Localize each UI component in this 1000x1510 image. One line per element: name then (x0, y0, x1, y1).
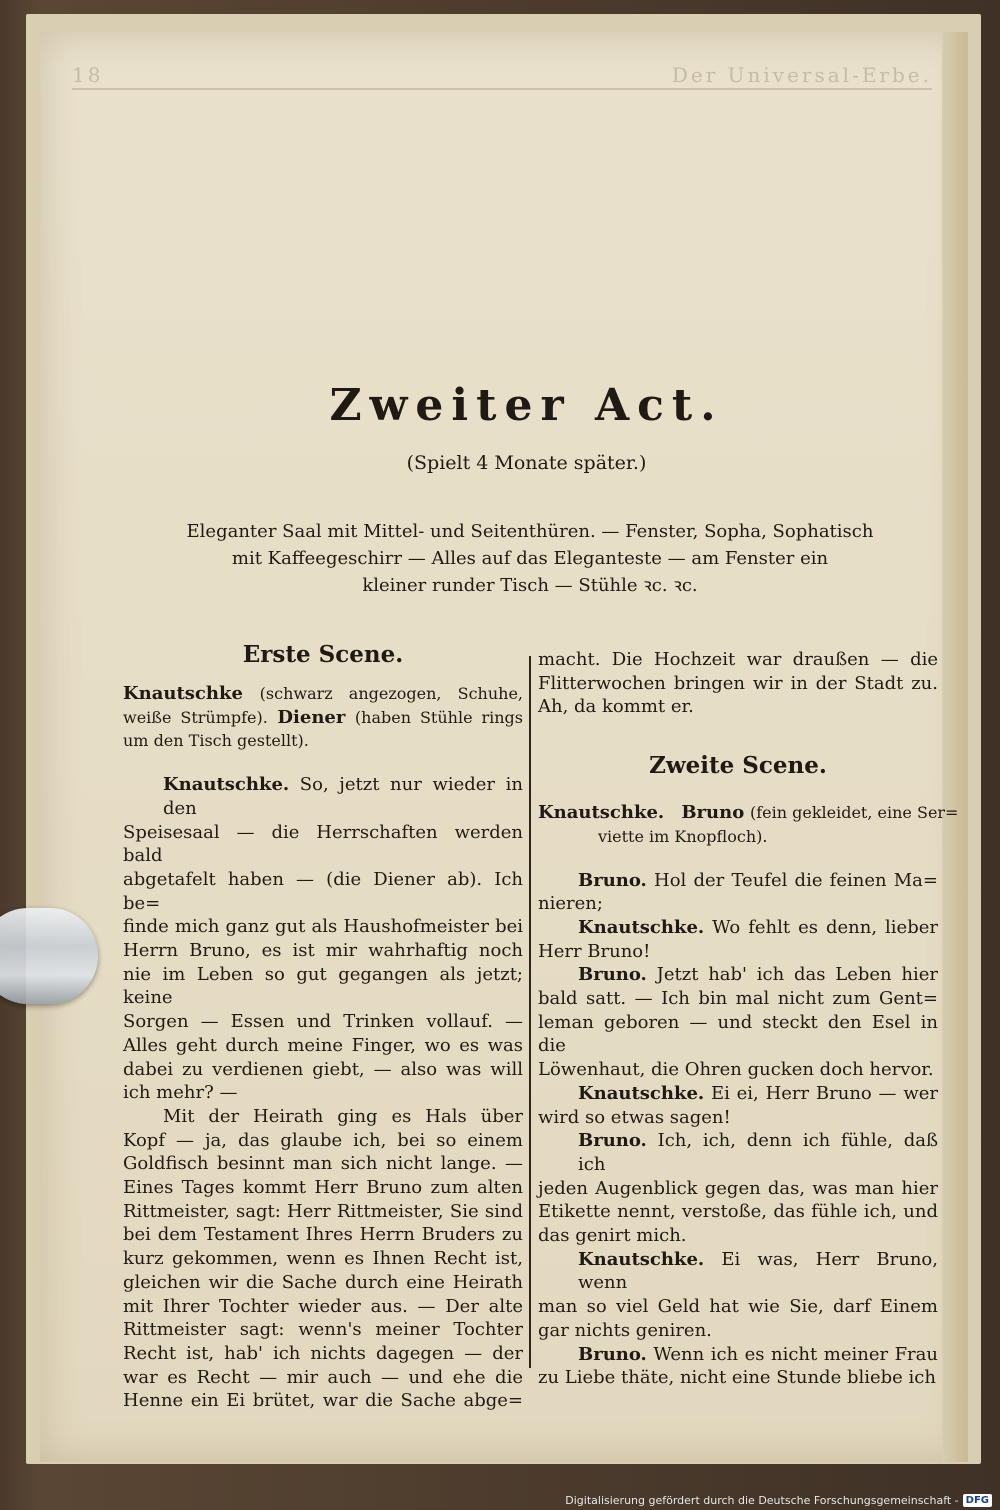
text-line: Rittmeister, sagt: Herr Rittmeister, Sie sind (123, 1200, 523, 1222)
text-line (538, 1011, 938, 1058)
stage-direction: (schwarz angezogen, Schuhe, weiße Strümpfe). (123, 684, 523, 727)
cast-name: Diener (277, 706, 346, 728)
cast-name: Knautschke (123, 683, 243, 704)
cast-name: Knautschke. (538, 802, 665, 824)
text-line: Eines Tages kommt Herr Bruno zum alten (123, 1177, 523, 1199)
text-line (538, 1129, 938, 1176)
text-span: wird so etwas sagen! (538, 1106, 731, 1128)
text-line (538, 1248, 938, 1295)
speaker-name: Knautschke. (578, 1248, 705, 1270)
text-line: Goldfisch besinnt man sich nicht lange. — (123, 1153, 523, 1175)
text-line (538, 1177, 938, 1201)
text-line (538, 940, 938, 964)
text-line (538, 1224, 938, 1248)
text-span: So, jetzt nur wieder in den (163, 774, 523, 819)
text-line: bei dem Testament Ihres Herrn Bruders zu (123, 1224, 523, 1246)
stage-setting (180, 518, 880, 599)
stage-direction: (fein gekleidet, eine Ser= (749, 803, 959, 823)
text-span: Hol der Teufel die feinen Ma= (654, 869, 938, 891)
dialogue (538, 869, 938, 1390)
stage-direction: (haben Stühle rings um den Tisch gestellt). (123, 707, 523, 751)
footer-credit (0, 1490, 1000, 1510)
speaker-name: Knautschke. (163, 774, 290, 796)
text-span: leman geboren — und steckt den Esel in die (538, 1011, 938, 1057)
speaker-name: Knautschke. (578, 916, 705, 938)
act-subtitle: (Spielt 4 Monate später.) (406, 452, 647, 474)
footer-text: Digitalisierung gefördert durch die Deutsche Forschungsgemeinschaft - (565, 1493, 959, 1507)
left-column (123, 640, 523, 1413)
text-line (538, 1319, 938, 1343)
text-line (538, 1295, 938, 1319)
text-line: Rittmeister sagt: wenn's meiner Tochter (123, 1319, 523, 1341)
text-line: war es Recht — mir auch — und ehe die (123, 1366, 523, 1388)
text-span: zu Liebe thäte, nicht eine Stunde bliebe ich (538, 1367, 936, 1389)
dfg-logo: DFG (963, 1494, 992, 1507)
speaker-name: Bruno. (578, 1343, 647, 1365)
monologue (123, 773, 523, 1413)
text-line: Flitterwochen bringen wir in der Stadt zu. (538, 672, 938, 694)
text-line (538, 1082, 938, 1106)
stage-direction: viette im Knopfloch). (598, 826, 768, 846)
column-divider (529, 656, 531, 1368)
text-line: nie im Leben so gut gegangen als jetzt; keine (123, 963, 523, 1009)
text-line (538, 801, 959, 825)
text-span: gar nichts geniren. (538, 1319, 712, 1341)
text-span: man so viel Geld hat wie Sie, darf Einem (538, 1296, 938, 1318)
text-line (538, 1106, 938, 1130)
text-line: mit Ihrer Tochter wieder aus. — Der alte (123, 1295, 523, 1317)
text-span: Löwenhaut, die Ohren gucken doch hervor. (538, 1059, 934, 1081)
text-span: Herr Bruno! (538, 940, 651, 962)
text-line (538, 1343, 938, 1367)
text-line (538, 1366, 938, 1390)
cast-list (538, 801, 959, 848)
text-line: dabei zu verdienen giebt, — also was will (123, 1058, 523, 1080)
scene-heading: Erste Scene. (242, 641, 404, 668)
setting-line: kleiner runder Tisch — Stühle ꝛc. ꝛc. (362, 575, 698, 596)
text-span: Ei was, Herr Bruno, wenn (578, 1248, 938, 1294)
text-line (538, 916, 938, 940)
text-line: ich mehr? — (123, 1082, 238, 1104)
text-line: Recht ist, hab' ich nichts dagegen — der (123, 1342, 523, 1364)
speaker-name: Bruno. (578, 964, 647, 986)
text-line: gleichen wir die Sache durch eine Heirath (123, 1271, 523, 1293)
text-line (538, 987, 938, 1011)
text-line: Alles geht durch meine Finger, wo es was (123, 1034, 523, 1056)
text-line (538, 869, 938, 893)
text-line: finde mich ganz gut als Haushofmeister bei (123, 916, 523, 938)
scene-heading: Zweite Scene. (649, 752, 827, 780)
cast-list (123, 682, 523, 753)
scanner-thumb-overlay (0, 908, 98, 1004)
text-line (538, 892, 938, 916)
text-line (538, 1200, 938, 1224)
text-line: kurz gekommen, wenn es Ihnen Recht ist, (123, 1248, 523, 1270)
text-line: Speisesaal — die Herrschaften werden bald (123, 821, 523, 867)
text-line: Sorgen — Essen und Trinken vollauf. — (123, 1011, 523, 1033)
text-span: Wenn ich es nicht meiner Frau (653, 1343, 938, 1365)
text-line: Mit der Heirath ging es Hals über (163, 1105, 523, 1127)
speaker-name: Bruno. (578, 1130, 647, 1152)
speaker-name: Bruno. (578, 869, 647, 891)
text-line: Herrn Bruno, es ist mir wahrhaftig noch (123, 940, 523, 962)
text-span: jeden Augenblick gegen das, was man hier (538, 1177, 938, 1199)
text-span: bald satt. — Ich bin mal nicht zum Gent= (538, 988, 938, 1010)
text-span: Ich, ich, denn ich fühle, daß ich (578, 1130, 938, 1175)
right-column (538, 648, 959, 1390)
text-span: das genirt mich. (538, 1225, 687, 1247)
bleed-running-title: Der Universal-Erbe. (671, 63, 932, 87)
text-line: macht. Die Hochzeit war draußen — die (538, 649, 938, 670)
text-line: Henne ein Ei brütet, war die Sache abge= (123, 1390, 523, 1412)
speaker-name: Knautschke. (578, 1082, 705, 1104)
text-line (123, 773, 523, 820)
text-line: Kopf — ja, das glaube ich, bei so einem (123, 1129, 523, 1151)
bleed-page-number: 18 (72, 63, 104, 87)
text-line (538, 1058, 938, 1082)
text-line: Ah, da kommt er. (538, 696, 694, 718)
text-span: Jetzt hab' ich das Leben hier (656, 964, 938, 986)
setting-line: Eleganter Saal mit Mittel- und Seitenthüren. — Fenster, Sopha, Sophatisch (186, 521, 874, 542)
act-title: Zweiter Act. (329, 380, 724, 431)
text-line (538, 963, 938, 987)
text-span: Etikette nennt, verstoße, das fühle ich, und (538, 1201, 938, 1223)
text-span: Wo fehlt es denn, lieber (712, 916, 938, 938)
text-span: Ei ei, Herr Bruno — wer (710, 1082, 938, 1104)
text-span: nieren; (538, 893, 603, 915)
setting-line: mit Kaffeegeschirr — Alles auf das Eleganteste — am Fenster ein (231, 548, 829, 569)
text-line: abgetafelt haben — (die Diener ab). Ich be= (123, 868, 523, 914)
cast-name: Bruno (681, 802, 745, 824)
